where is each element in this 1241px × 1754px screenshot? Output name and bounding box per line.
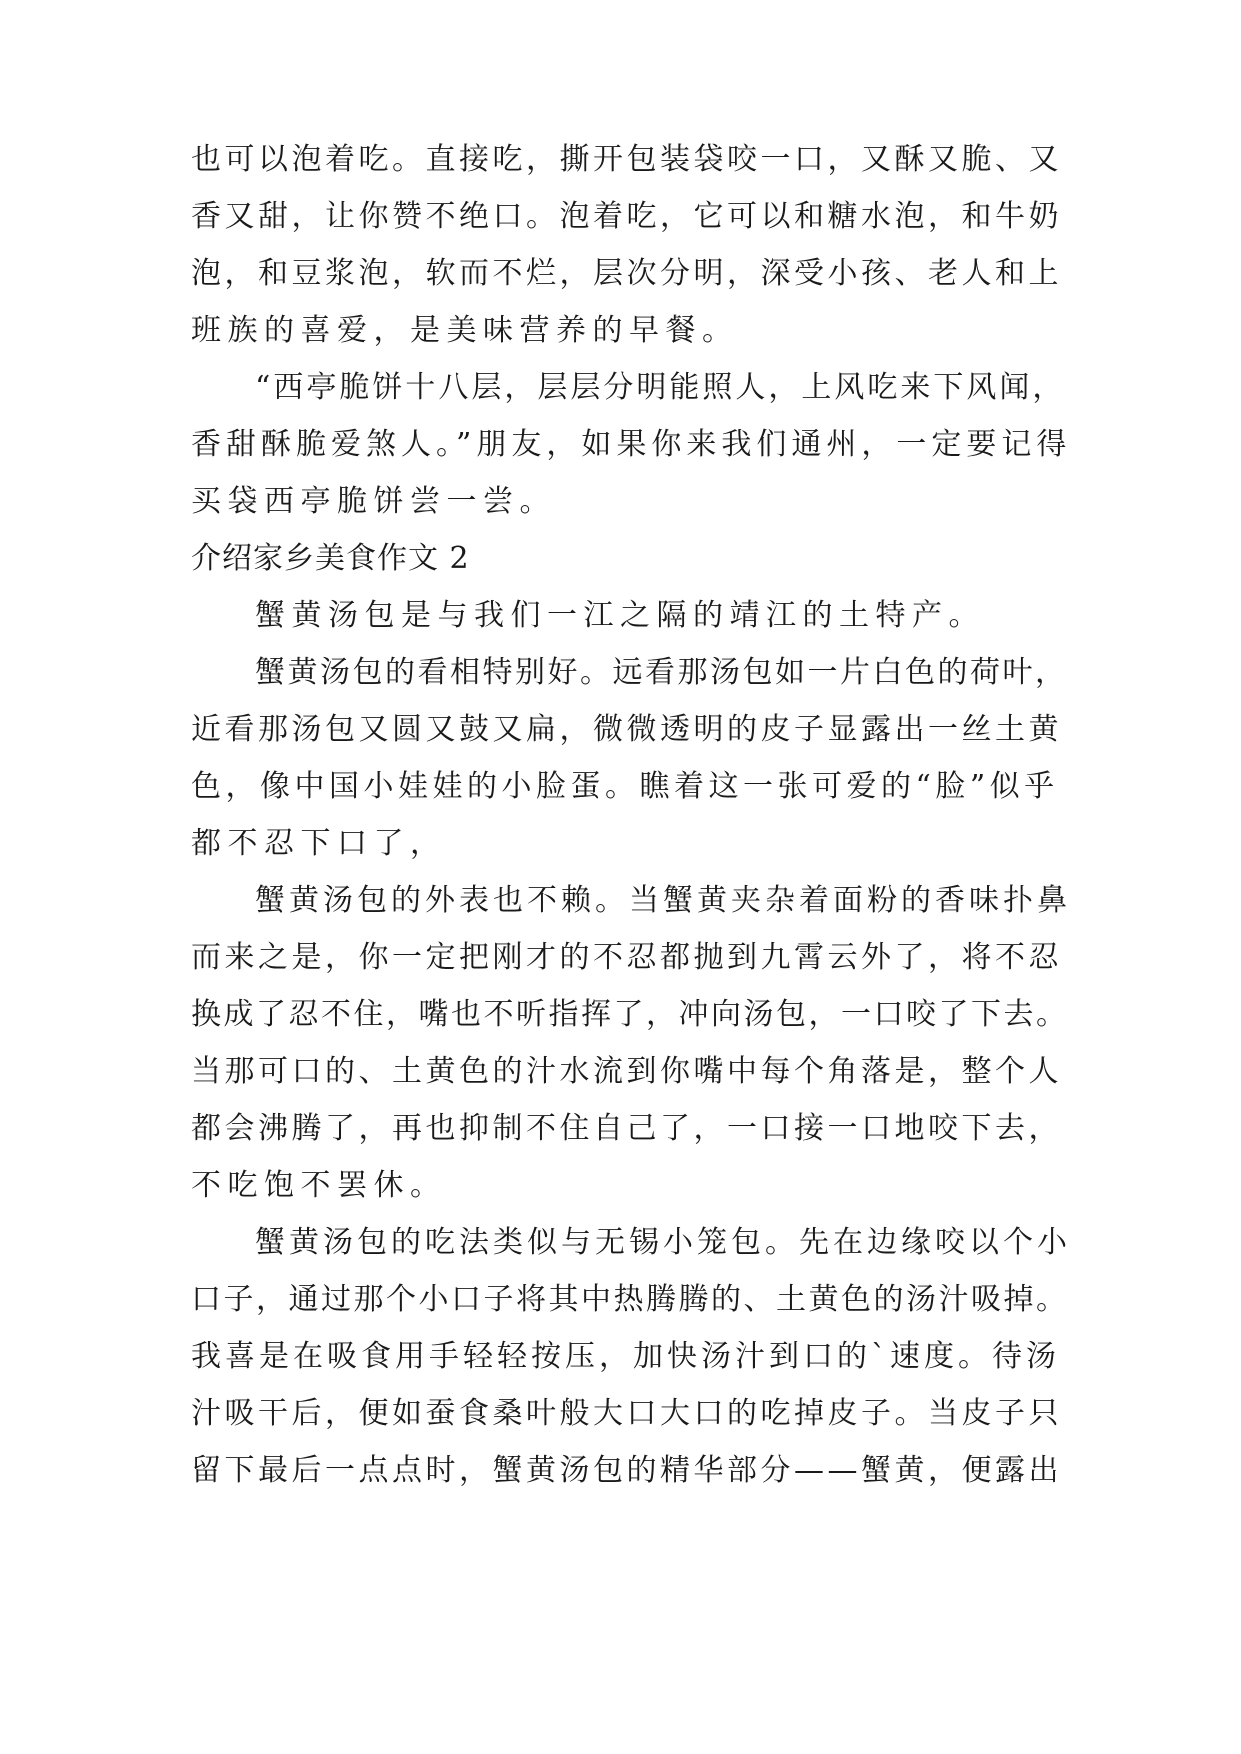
section-heading: 介绍家乡美食作文 2 — [191, 541, 470, 576]
text-line: 蟹黄汤包是与我们一江之隔的靖江的土特产。 — [255, 598, 985, 633]
text-line: 蟹黄汤包的外表也不赖。当蟹黄夹杂着面粉的香味扑鼻 — [255, 883, 1071, 918]
text-line: 当那可口的、土黄色的汁水流到你嘴中每个角落是，整个人 — [191, 1054, 1062, 1089]
text-line: 买袋西亭脆饼尝一尝。 — [191, 484, 556, 519]
text-line: 而来之是，你一定把刚才的不忍都抛到九霄云外了，将不忍 — [191, 940, 1062, 975]
text-line: 香甜酥脆爱煞人。”朋友，如果你来我们通州，一定要记得 — [191, 427, 1072, 462]
text-line: 近看那汤包又圆又鼓又扁，微微透明的皮子显露出一丝土黄 — [191, 712, 1062, 747]
text-line: 也可以泡着吃。直接吃，撕开包装袋咬一口，又酥又脆、又 — [191, 142, 1062, 177]
text-line: 蟹黄汤包的看相特别好。远看那汤包如一片白色的荷叶， — [255, 655, 1068, 690]
text-line: 留下最后一点点时，蟹黄汤包的精华部分——蟹黄，便露出 — [191, 1453, 1062, 1488]
text-line: 换成了忍不住，嘴也不听指挥了，冲向汤包，一口咬了下去。 — [191, 997, 1069, 1032]
text-line: 口子，通过那个小口子将其中热腾腾的、土黄色的汤汁吸掉。 — [191, 1282, 1069, 1317]
text-line: “西亭脆饼十八层，层层分明能照人，上风吃来下风闻， — [255, 370, 1066, 405]
text-line: 都不忍下口了， — [191, 826, 447, 861]
text-line: 泡，和豆浆泡，软而不烂，层次分明，深受小孩、老人和上 — [191, 256, 1062, 291]
text-line: 我喜是在吸食用手轻轻按压，加快汤汁到口的`速度。待汤 — [191, 1339, 1060, 1374]
text-line: 汁吸干后，便如蚕食桑叶般大口大口的吃掉皮子。当皮子只 — [191, 1396, 1062, 1431]
text-line: 不吃饱不罢休。 — [191, 1168, 447, 1203]
text-line: 香又甜，让你赞不绝口。泡着吃，它可以和糖水泡，和牛奶 — [191, 199, 1062, 234]
text-line: 都会沸腾了，再也抑制不住自己了，一口接一口地咬下去， — [191, 1111, 1062, 1146]
text-line: 色，像中国小娃娃的小脸蛋。瞧着这一张可爱的“脸”似乎 — [191, 769, 1059, 804]
text-line: 蟹黄汤包的吃法类似与无锡小笼包。先在边缘咬以个小 — [255, 1225, 1071, 1260]
text-line: 班族的喜爱，是美味营养的早餐。 — [191, 313, 739, 348]
